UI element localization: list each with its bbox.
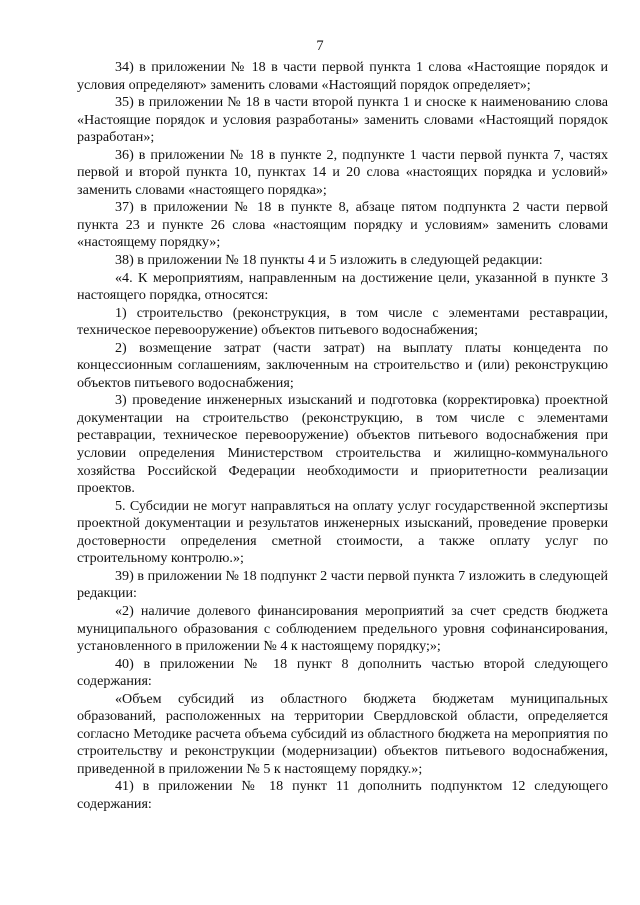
paragraph-40: 40) в приложении № 18 пункт 8 дополнить частью второй следующего содержания:	[77, 655, 608, 690]
paragraph-38: 38) в приложении № 18 пункты 4 и 5 изложить в следующей редакции:	[115, 252, 543, 269]
quoted-part-two: «Объем субсидий из областного бюджета бюджетам муниципальных образований, расположенных на территории Свердловской области, определяется согласно Методике расчета объема субсидий из областного бюджета на мероприятия по строительству и реконструкции (модернизации) объектов питьевого водоснабжения, приведенной в приложении № 5 к настоящему порядку.»;	[77, 690, 608, 777]
quoted-subitem-2: «2) наличие долевого финансирования мероприятий за счет средств бюджета муниципального образования с соблюдением предельного уровня софинансирования, установленного в приложении № 4 к настоящему порядку;»;	[77, 602, 608, 655]
quoted-item-4: «4. К мероприятиям, направленным на достижение цели, указанной в пункте 3 настоящего порядка, относятся:	[77, 269, 608, 304]
quoted-item-5: 5. Субсидии не могут направляться на оплату услуг государственной экспертизы проектной документации и результатов инженерных изысканий, проведение проверки достоверности определения сметной стоимости, а также оплату услуг по строительному контролю.»;	[77, 497, 608, 567]
subitem-3: 3) проведение инженерных изысканий и подготовка (корректировка) проектной документации на строительство (реконструкцию, в том числе с элементами реставрации, техническое перевооружение) объектов питьевого водоснабжения при условии определения Министерством строительства и жилищно-коммунального хозяйства Российской Федерации необходимости и приоритетности реализации проектов.	[77, 392, 608, 497]
page-number: 7	[316, 38, 324, 54]
subitem-2: 2) возмещение затрат (части затрат) на выплату платы концедента по концессионным соглашениям, заключенным на строительство и (или) реконструкцию объектов питьевого водоснабжения;	[77, 339, 608, 391]
subitem-1: 1) строительство (реконструкция, в том числе с элементами реставрации, техническое перевооружение) объектов питьевого водоснабжения;	[77, 304, 608, 339]
paragraph-39: 39) в приложении № 18 подпункт 2 части первой пункта 7 изложить в следующей редакции:	[77, 567, 608, 602]
document-body	[77, 59, 608, 814]
paragraph-37: 37) в приложении № 18 в пункте 8, абзаце пятом подпункта 2 части первой пункта 23 и пункте 26 слова «настоящим порядку и условиям» заменить словами «настоящему порядку»;	[77, 199, 608, 251]
paragraph-41: 41) в приложении № 18 пункт 11 дополнить подпунктом 12 следующего содержания:	[77, 778, 608, 812]
paragraph-34: 34) в приложении № 18 в части первой пункта 1 слова «Настоящие порядок и условия определяют» заменить словами «Настоящий порядок определяет»;	[77, 59, 608, 93]
paragraph-36: 36) в приложении № 18 в пункте 2, подпункте 1 части первой пункта 7, частях первой и второй пункта 10, пунктах 14 и 20 слова «настоящих порядка и условий» заменить словами «настоящего порядка»;	[77, 146, 608, 198]
paragraph-35: 35) в приложении № 18 в части второй пункта 1 и сноске к наименованию слова «Настоящие порядок и условия разработаны» заменить словами «Настоящий порядок разработан»;	[77, 94, 608, 146]
